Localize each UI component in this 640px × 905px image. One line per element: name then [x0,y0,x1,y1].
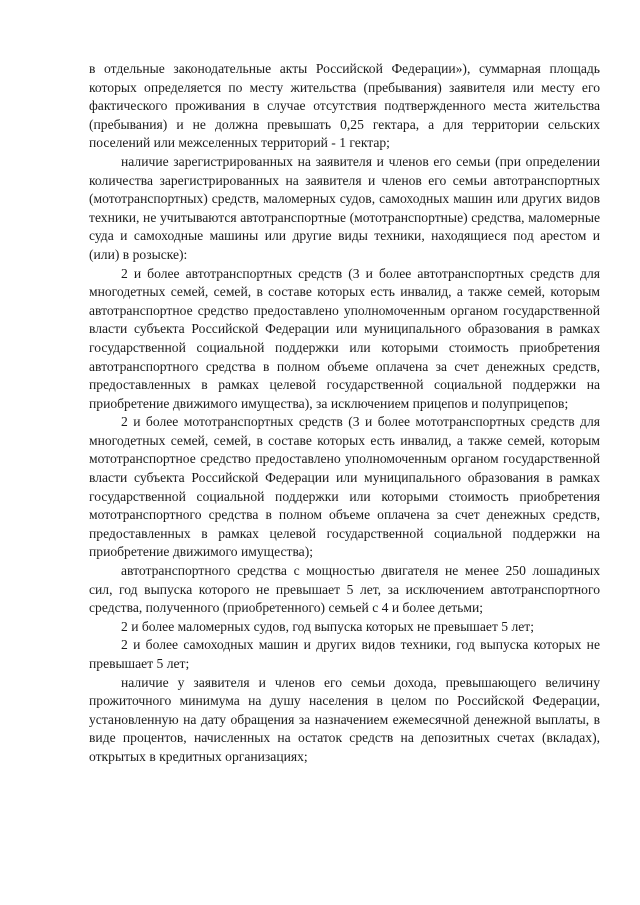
paragraph-deposit-income: наличие у заявителя и членов его семьи дохода, превышающего величину прожиточного минимума на душу населения в целом по Российской Федерации, установленную на дату обращения за назначением ежемесячной денежной выплаты, в виде процентов, начисленных на остаток средств на депозитных счетах (вкладах), открытых в кредитных организациях; [89,674,600,764]
paragraph-engine-power: автотранспортного средства с мощностью двигателя не менее 250 лошадиных сил, год выпуска которого не превышает 5 лет, за исключением автотранспортного средства, полученного (приобретенного) семьей с 4 и более детьми; [89,563,600,616]
paragraph-registered-vehicles: наличие зарегистрированных на заявителя и членов его семьи (при определении количества зарегистрированных на заявителя и членов его семьи автотранспортных (мототранспортных) средств, маломерных судов, самоходных машин или других видов техники, не учитываются автотранспортные (мототранспортные) средства, маломерные суда и самоходные машины или другие виды техники, находящиеся под арестом и (или) в розыске): [89,153,600,262]
paragraph-small-vessels: 2 и более маломерных судов, год выпуска которых не превышает 5 лет; [121,618,535,634]
paragraph-motor-vehicles: 2 и более автотранспортных средств (3 и более автотранспортных средств для многодетных семей, семей, в составе которых есть инвалид, а также семей, которым автотранспортное средство предоставлено уполномоченным органом государственной власти субъекта Российской Федерации или муниципального образования в рамках государственной социальной поддержки или которыми стоимость приобретения автотранспортного средства в полном объеме оплачена за счет денежных средств, предоставленных в рамках целевой государственной социальной поддержки на приобретение движимого имущества), за исключением прицепов и полуприцепов; [89,265,600,411]
document-body [89,60,600,767]
paragraph-motorcycles: 2 и более мототранспортных средств (3 и более мототранспортных средств для многодетных семей, семей, в составе которых есть инвалид, а также семей, которым мототранспортное средство предоставлено уполномоченным органом государственной власти субъекта Российской Федерации или муниципального образования в рамках государственной социальной поддержки или которыми стоимость приобретения мототранспортного средства в полном объеме оплачена за счет денежных средств, предоставленных в рамках целевой государственной социальной поддержки на приобретение движимого имущества); [89,414,600,560]
paragraph-self-propelled-machines: 2 и более самоходных машин и других видов техники, год выпуска которых не превышает 5 лет; [89,637,600,671]
paragraph-land-area: в отдельные законодательные акты Российской Федерации»), суммарная площадь которых определяется по месту жительства (пребывания) заявителя или месту его фактического проживания в случае отсутствия подтвержденного места жительства (пребывания) и не должна превышать 0,25 гектара, а для территории сельских поселений или межселенных территорий - 1 гектар; [89,61,600,151]
